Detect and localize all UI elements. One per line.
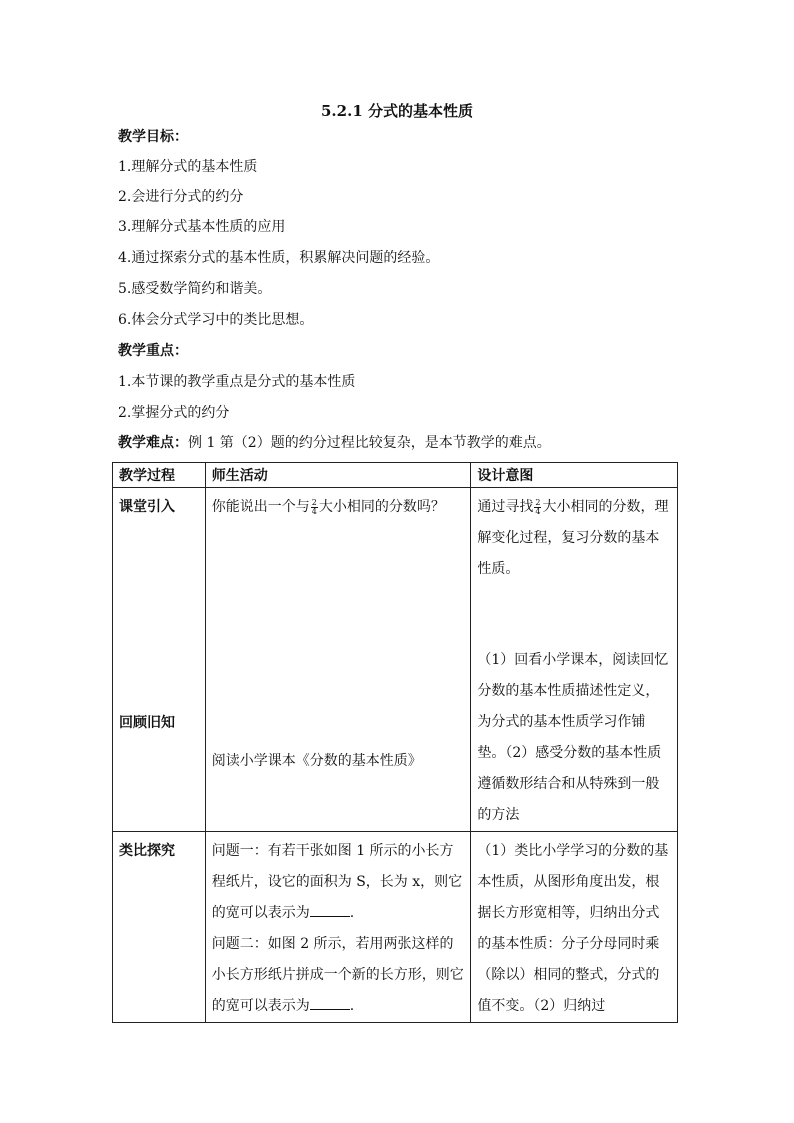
intro-intent: 通过寻找 $\frac{2}{4}$ 大小相同的分数，理解变化过程，复习分数的基本性质。	[477, 497, 669, 577]
stage-cell	[113, 488, 206, 832]
intro-activity: 你能说出一个与 $\frac{2}{4}$ 大小相同的分数吗？	[211, 497, 445, 516]
difficulty-heading: 教学难点：	[118, 435, 188, 451]
question-one: 问题一：有若干张如图 1 所示的小长方程纸片，设它的面积为 S，长为 x，则它的宽可以表示为 .	[211, 843, 463, 921]
key-point-item: 1.本节课的教学重点是分式的基本性质	[118, 374, 356, 390]
activity-cell	[205, 488, 471, 832]
document-title: 5.2.1 分式的基本性质	[321, 102, 473, 120]
header-intent: 设计意图	[471, 463, 678, 488]
table-row	[113, 488, 678, 832]
goals-heading: 教学目标：	[118, 129, 188, 145]
goal-item: 1.理解分式的基本性质	[118, 159, 258, 175]
header-process: 教学过程	[113, 463, 206, 488]
review-intent: （1）回看小学课本，阅读回忆分数的基本性质描述性定义，为分式的基本性质学习作铺垫。（2）感受分数的基本性质遵循数形结合和从特殊到一般的方法	[477, 652, 669, 823]
goal-item: 6.体会分式学习中的类比思想。	[118, 312, 314, 328]
key-point-item: 2.掌握分式的约分	[118, 405, 230, 421]
lesson-process-table	[112, 462, 678, 1023]
analogy-intent: （1）类比小学学习的分数的基本性质，从图形角度出发，根据长方形宽相等，归纳出分式的基本性质：分子分母同时乘（除以）相同的整式，分式的值不变。（2）归纳过	[471, 832, 678, 1023]
intent-cell	[471, 488, 678, 832]
goal-item: 3.理解分式基本性质的应用	[118, 219, 286, 235]
header-activity: 师生活动	[205, 463, 471, 488]
fraction-two-fourths: $\frac{2}{4}$	[311, 497, 317, 516]
question-two: 问题二：如图 2 所示，若用两张这样的小长方形纸片拼成一个新的长方形，则它的宽可以表示为 .	[211, 936, 464, 1014]
goal-item: 5.感受数学简约和谐美。	[118, 281, 272, 297]
review-activity: 阅读小学课本《分数的基本性质》	[211, 753, 422, 769]
goal-item: 2.会进行分式的约分	[118, 189, 244, 205]
difficulty-text: 例 1 第（2）题的约分过程比较复杂，是本节教学的难点。	[188, 435, 551, 451]
table-row	[113, 832, 678, 1023]
fraction-two-fourths: $\frac{2}{4}$	[535, 497, 541, 516]
answer-blank	[310, 995, 350, 1010]
difficulty-line	[118, 432, 551, 452]
analogy-activity	[205, 832, 471, 1023]
table-header-row	[113, 463, 678, 488]
key-points-heading: 教学重点：	[118, 343, 188, 359]
answer-blank	[310, 902, 350, 917]
goal-item: 4.通过探索分式的基本性质，积累解决问题的经验。	[118, 250, 440, 266]
stage-analogy: 类比探究	[113, 832, 206, 1023]
stage-review: 回顾旧知	[119, 715, 175, 731]
stage-intro: 课堂引入	[119, 499, 175, 515]
